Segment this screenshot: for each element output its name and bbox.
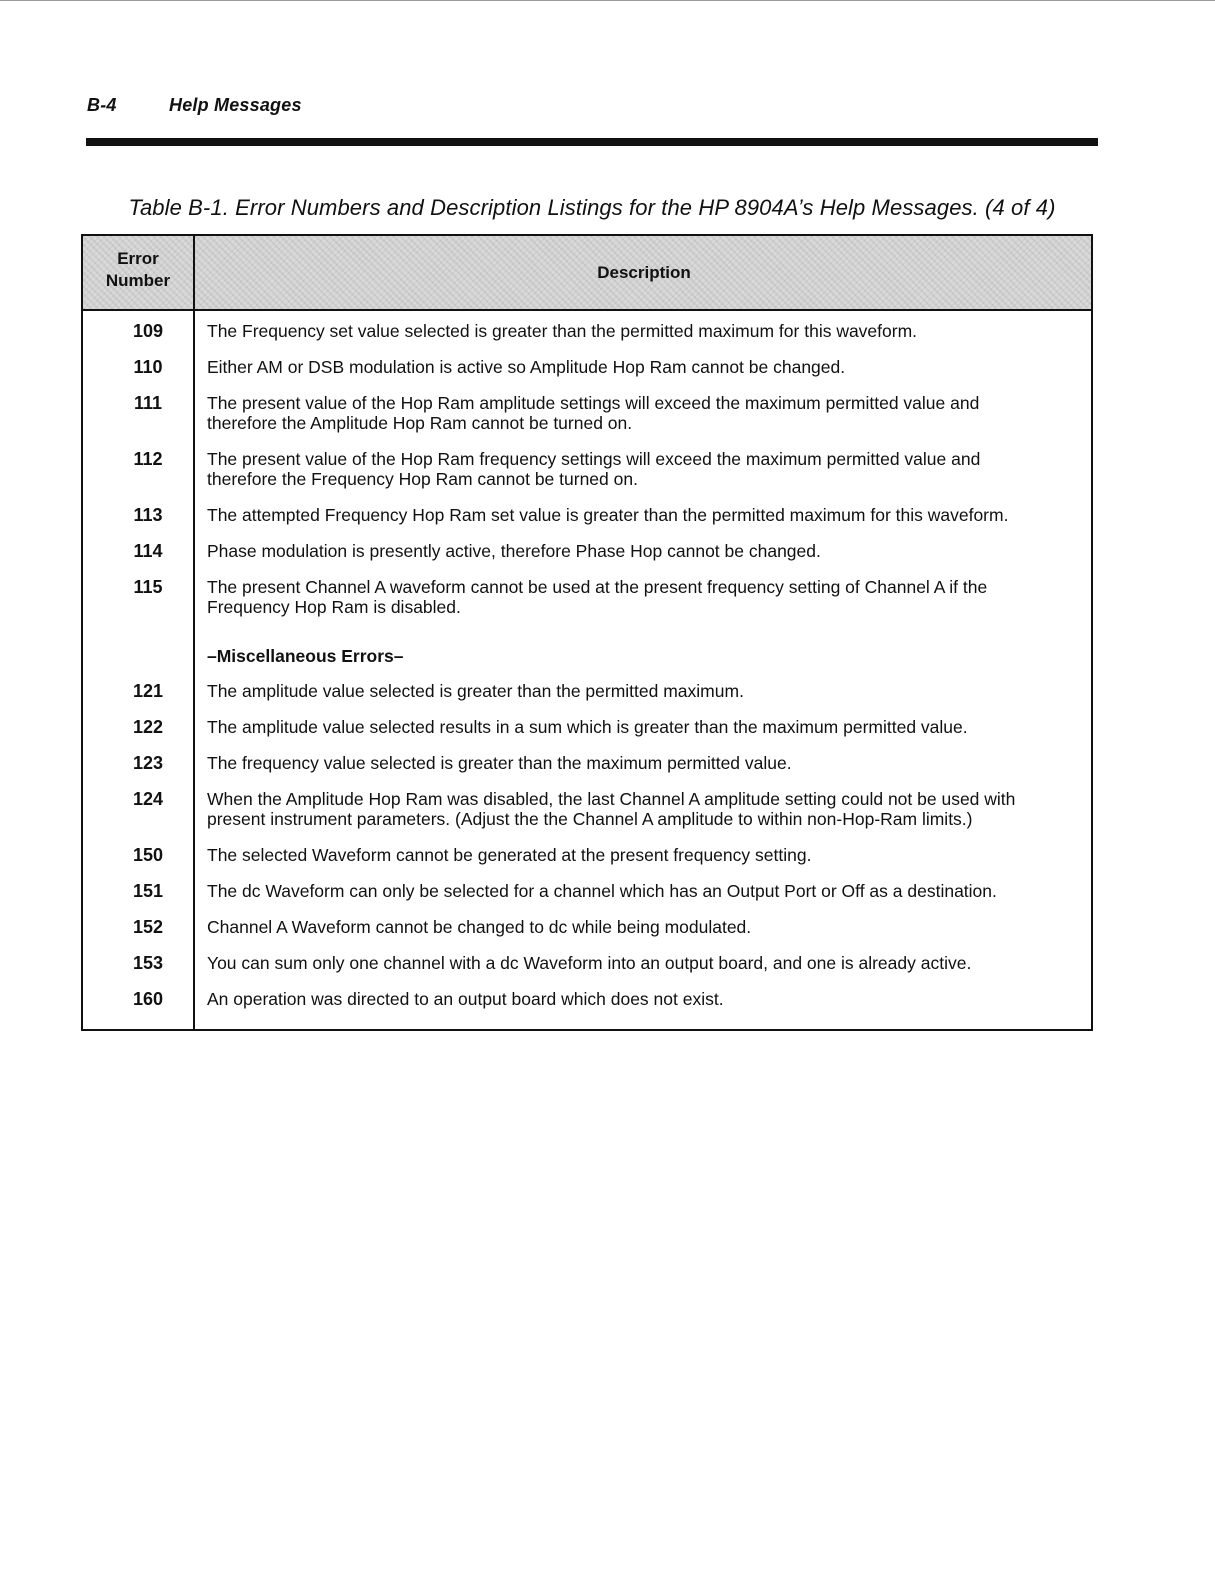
description-line: The present value of the Hop Ram amplitude settings will exceed the maximum permitted value and — [207, 393, 980, 413]
error-description — [207, 357, 1097, 377]
error-number: 111 — [133, 393, 163, 413]
error-number: 122 — [132, 717, 164, 737]
error-description — [207, 577, 1097, 617]
error-number: 150 — [132, 845, 164, 865]
header-description: Description — [597, 263, 691, 282]
error-description — [207, 881, 1097, 901]
error-description — [207, 681, 1097, 701]
error-number: 112 — [133, 449, 163, 469]
header-error-line2: Number — [105, 271, 171, 290]
running-header — [87, 95, 302, 116]
description-line: therefore the Frequency Hop Ram cannot be turned on. — [207, 469, 638, 489]
description-line: When the Amplitude Hop Ram was disabled, the last Channel A amplitude setting could not be used with — [207, 789, 1016, 809]
description-line: The Frequency set value selected is greater than the permitted maximum for this waveform. — [207, 321, 918, 341]
description-line: The selected Waveform cannot be generated at the present frequency setting. — [207, 845, 812, 865]
error-number: 114 — [133, 541, 163, 561]
error-number: 151 — [132, 881, 164, 901]
column-divider — [193, 236, 195, 1029]
error-number: 115 — [133, 577, 163, 597]
description-line: present instrument parameters. (Adjust the the Channel A amplitude to within non-Hop-Ram limits.) — [207, 809, 973, 829]
error-description — [207, 953, 1097, 973]
error-number: 124 — [132, 789, 164, 809]
description-line: The frequency value selected is greater than the maximum permitted value. — [207, 753, 792, 773]
error-description — [207, 541, 1097, 561]
section-heading — [207, 646, 1097, 666]
error-description — [207, 449, 1097, 489]
description-line: –Miscellaneous Errors– — [207, 646, 404, 666]
description-line: The amplitude value selected is greater than the permitted maximum. — [207, 681, 744, 701]
description-line: Frequency Hop Ram is disabled. — [207, 597, 461, 617]
description-line: The amplitude value selected results in a sum which is greater than the maximum permitted value. — [207, 717, 968, 737]
error-description — [207, 845, 1097, 865]
description-line: Either AM or DSB modulation is active so Amplitude Hop Ram cannot be changed. — [207, 357, 846, 377]
error-description — [207, 917, 1097, 937]
table-header-row — [83, 236, 1091, 311]
description-line: therefore the Amplitude Hop Ram cannot be turned on. — [207, 413, 633, 433]
description-line: The attempted Frequency Hop Ram set value is greater than the permitted maximum for this waveform. — [207, 505, 1009, 525]
error-number: 123 — [132, 753, 164, 773]
error-description — [207, 789, 1097, 829]
description-line: The present Channel A waveform cannot be used at the present frequency setting of Channel A if the — [207, 577, 988, 597]
error-number: 110 — [133, 357, 163, 377]
error-description — [207, 717, 1097, 737]
error-description — [207, 505, 1097, 525]
description-line: The present value of the Hop Ram frequency settings will exceed the maximum permitted value and — [207, 449, 981, 469]
page-number: B-4 — [87, 95, 117, 115]
error-number: 152 — [132, 917, 164, 937]
table-title: Table B-1. Error Numbers and Description Listings for the HP 8904A’s Help Messages. (4 of 4) — [128, 195, 1056, 220]
description-line: You can sum only one channel with a dc Waveform into an output board, and one is already active. — [207, 953, 972, 973]
error-description — [207, 753, 1097, 773]
header-rule-bar — [86, 138, 1098, 146]
page-top-rule — [0, 0, 1215, 1]
description-line: Phase modulation is presently active, therefore Phase Hop cannot be changed. — [207, 541, 821, 561]
error-number: 153 — [132, 953, 164, 973]
description-line: Channel A Waveform cannot be changed to dc while being modulated. — [207, 917, 752, 937]
description-line: An operation was directed to an output board which does not exist. — [207, 989, 724, 1009]
error-description — [207, 989, 1097, 1009]
description-line: The dc Waveform can only be selected for a channel which has an Output Port or Off as a destination. — [207, 881, 997, 901]
header-error-number — [83, 248, 193, 292]
error-number: 113 — [133, 505, 163, 525]
error-number: 160 — [132, 989, 164, 1009]
section-title: Help Messages — [169, 95, 302, 115]
header-error-line1: Error — [117, 249, 159, 268]
error-description — [207, 321, 1097, 341]
error-number: 109 — [132, 321, 164, 341]
error-description — [207, 393, 1097, 433]
error-number: 121 — [132, 681, 164, 701]
error-table — [81, 234, 1093, 1031]
